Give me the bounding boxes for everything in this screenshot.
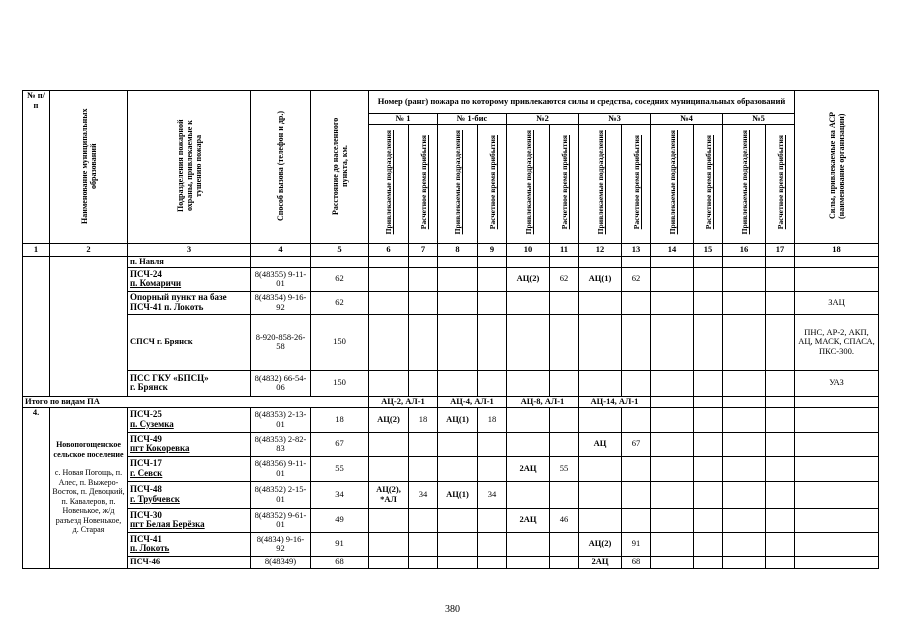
column-numbers-row bbox=[23, 243, 879, 256]
sub-units-header: Привлекаемые подразделения bbox=[438, 124, 478, 243]
distance-cell: 68 bbox=[311, 556, 369, 568]
header-row-1 bbox=[23, 91, 879, 114]
col-num: 2 bbox=[50, 243, 128, 256]
unit-cell: ПСЧ-41 п. Локоть bbox=[128, 532, 251, 556]
unit-cell: ПСЧ-25 п. Суземка bbox=[128, 407, 251, 432]
units-cell: 2АЦ bbox=[507, 456, 550, 481]
time-cell: 62 bbox=[550, 267, 579, 291]
fire-resources-table bbox=[22, 90, 879, 569]
distance-cell: 67 bbox=[311, 432, 369, 456]
unit-cell: ПСЧ-17 г. Севск bbox=[128, 456, 251, 481]
row-number-cell: 4. bbox=[23, 407, 50, 568]
col-num: 11 bbox=[550, 243, 579, 256]
rank-5-header: №5 bbox=[723, 114, 795, 125]
sub-time-header: Расчетное время прибытия bbox=[409, 124, 438, 243]
rank-1bis-header: № 1-бис bbox=[438, 114, 507, 125]
col-num: 15 bbox=[694, 243, 723, 256]
units-cell: АЦ(1) bbox=[438, 481, 478, 508]
rescue-forces-cell: ПНС, АР-2, АКП, АЦ, МАСК, СПАСА, ПКС-300. bbox=[795, 314, 879, 370]
table-row bbox=[23, 556, 879, 568]
phone-cell: 8(48349) bbox=[251, 556, 311, 568]
distance-cell: 91 bbox=[311, 532, 369, 556]
phone-cell: 8(4834) 9-16-92 bbox=[251, 532, 311, 556]
table-row bbox=[23, 508, 879, 532]
phone-cell: 8(48355) 9-11-01 bbox=[251, 267, 311, 291]
col-num: 5 bbox=[311, 243, 369, 256]
table-row bbox=[23, 267, 879, 291]
col-num: 17 bbox=[766, 243, 795, 256]
time-cell: 18 bbox=[409, 407, 438, 432]
totals-rank-3: АЦ-14, АЛ-1 bbox=[579, 396, 651, 407]
time-cell: 55 bbox=[550, 456, 579, 481]
unit-cell: ПСС ГКУ «БПСЦ» г. Брянск bbox=[128, 370, 251, 396]
municipality-cell: Новопогощенское сельское поселение с. Новая Погощь, п. Алес, п. Выжеро-Восток, п. Девоцкий, п. Кавалеров, п. Новенькое, ж/д разъезд Новенькое, д. Старая bbox=[50, 407, 128, 568]
table-row bbox=[23, 456, 879, 481]
col-num: 18 bbox=[795, 243, 879, 256]
phone-cell: 8(48352) 2-15-01 bbox=[251, 481, 311, 508]
phone-cell: 8(48353) 2-13-01 bbox=[251, 407, 311, 432]
table-row bbox=[23, 291, 879, 314]
sub-time-header: Расчетное время прибытия bbox=[622, 124, 651, 243]
municipality-cell bbox=[50, 256, 128, 396]
phone-cell: 8-920-858-26-58 bbox=[251, 314, 311, 370]
unit-cell: Опорный пункт на базе ПСЧ-41 п. Локоть bbox=[128, 291, 251, 314]
rank-2-header: №2 bbox=[507, 114, 579, 125]
unit-name: СПСЧ г. Брянск bbox=[128, 314, 251, 370]
col-num: 13 bbox=[622, 243, 651, 256]
rescue-forces-cell: УАЗ bbox=[795, 370, 879, 396]
col-num: 1 bbox=[23, 243, 50, 256]
units-cell: АЦ bbox=[579, 432, 622, 456]
totals-label: Итого по видам ПА bbox=[23, 396, 369, 407]
distance-cell: 150 bbox=[311, 370, 369, 396]
sub-units-header: Привлекаемые подразделения bbox=[579, 124, 622, 243]
distance-cell: 62 bbox=[311, 291, 369, 314]
page-number: 380 bbox=[445, 604, 460, 615]
unit-cell: ПСЧ-48 г. Трубчевск bbox=[128, 481, 251, 508]
time-cell: 67 bbox=[622, 432, 651, 456]
col-distance-header: Расстояние до населенного пункта, км. bbox=[311, 91, 369, 244]
time-cell: 91 bbox=[622, 532, 651, 556]
time-cell: 18 bbox=[478, 407, 507, 432]
rank-1-header: № 1 bbox=[369, 114, 438, 125]
table-row bbox=[23, 432, 879, 456]
units-cell: АЦ(2) bbox=[507, 267, 550, 291]
sub-time-header: Расчетное время прибытия bbox=[766, 124, 795, 243]
phone-cell: 8(48352) 9-61-01 bbox=[251, 508, 311, 532]
time-cell: 68 bbox=[622, 556, 651, 568]
unit-name: п. Навля bbox=[128, 256, 251, 267]
col-num: 3 bbox=[128, 243, 251, 256]
unit-cell: ПСЧ-49 пгт Кокоревка bbox=[128, 432, 251, 456]
totals-row bbox=[23, 396, 879, 407]
col-call-method-header: Способ вызова (телефон и др.) bbox=[251, 91, 311, 244]
phone-cell: 8(48356) 9-11-01 bbox=[251, 456, 311, 481]
table-row bbox=[23, 532, 879, 556]
time-cell: 62 bbox=[622, 267, 651, 291]
units-cell: 2АЦ bbox=[507, 508, 550, 532]
col-number-header: № п/п bbox=[23, 91, 50, 244]
phone-cell: 8(48353) 2-82-83 bbox=[251, 432, 311, 456]
sub-time-header: Расчетное время прибытия bbox=[694, 124, 723, 243]
col-num: 9 bbox=[478, 243, 507, 256]
table-row bbox=[23, 314, 879, 370]
col-rescue-forces-header: Силы, привлекаемые на АСР (наименование организации) bbox=[795, 91, 879, 244]
distance-cell: 150 bbox=[311, 314, 369, 370]
rescue-forces-cell: ЗАЦ bbox=[795, 291, 879, 314]
distance-cell: 18 bbox=[311, 407, 369, 432]
col-num: 4 bbox=[251, 243, 311, 256]
sub-time-header: Расчетное время прибытия bbox=[550, 124, 579, 243]
col-num: 7 bbox=[409, 243, 438, 256]
units-cell: АЦ(2) bbox=[369, 407, 409, 432]
sub-units-header: Привлекаемые подразделения bbox=[369, 124, 409, 243]
sub-units-header: Привлекаемые подразделения bbox=[507, 124, 550, 243]
col-num: 6 bbox=[369, 243, 409, 256]
rank-4-header: №4 bbox=[651, 114, 723, 125]
unit-name: ПСЧ-46 bbox=[128, 556, 251, 568]
sub-time-header: Расчетное время прибытия bbox=[478, 124, 507, 243]
sub-units-header: Привлекаемые подразделения bbox=[723, 124, 766, 243]
col-num: 12 bbox=[579, 243, 622, 256]
units-cell: АЦ(2) bbox=[579, 532, 622, 556]
table-row bbox=[23, 481, 879, 508]
unit-cell: ПСЧ-24 п. Комаричи bbox=[128, 267, 251, 291]
totals-rank-2: АЦ-8, АЛ-1 bbox=[507, 396, 579, 407]
distance-cell: 55 bbox=[311, 456, 369, 481]
rank-3-header: №3 bbox=[579, 114, 651, 125]
col-num: 8 bbox=[438, 243, 478, 256]
units-cell: АЦ(2), *АЛ bbox=[369, 481, 409, 508]
distance-cell: 62 bbox=[311, 267, 369, 291]
col-num: 10 bbox=[507, 243, 550, 256]
phone-cell: 8(4832) 66-54-06 bbox=[251, 370, 311, 396]
totals-rank-1: АЦ-2, АЛ-1 bbox=[369, 396, 438, 407]
units-cell: 2АЦ bbox=[579, 556, 622, 568]
unit-cell: ПСЧ-30 пгт Белая Берёзка bbox=[128, 508, 251, 532]
time-cell: 46 bbox=[550, 508, 579, 532]
phone-cell: 8(48354) 9-16-92 bbox=[251, 291, 311, 314]
sub-units-header: Привлекаемые подразделения bbox=[651, 124, 694, 243]
col-num: 14 bbox=[651, 243, 694, 256]
time-cell: 34 bbox=[409, 481, 438, 508]
distance-cell: 34 bbox=[311, 481, 369, 508]
table-row bbox=[23, 407, 879, 432]
time-cell: 34 bbox=[478, 481, 507, 508]
table-row bbox=[23, 370, 879, 396]
distance-cell: 49 bbox=[311, 508, 369, 532]
rank-group-header: Номер (ранг) пожара по которому привлекаются силы и средства, соседних муниципальных образований bbox=[369, 91, 795, 114]
units-cell: АЦ(1) bbox=[579, 267, 622, 291]
totals-rank-1bis: АЦ-4, АЛ-1 bbox=[438, 396, 507, 407]
units-cell: АЦ(1) bbox=[438, 407, 478, 432]
col-units-header: Подразделения пожарной охраны, привлекаемые к тушению пожара bbox=[128, 91, 251, 244]
col-municipality-header: Наименование муниципальных образований bbox=[50, 91, 128, 244]
col-num: 16 bbox=[723, 243, 766, 256]
table-row bbox=[23, 256, 879, 267]
row-number-cell bbox=[23, 256, 50, 396]
